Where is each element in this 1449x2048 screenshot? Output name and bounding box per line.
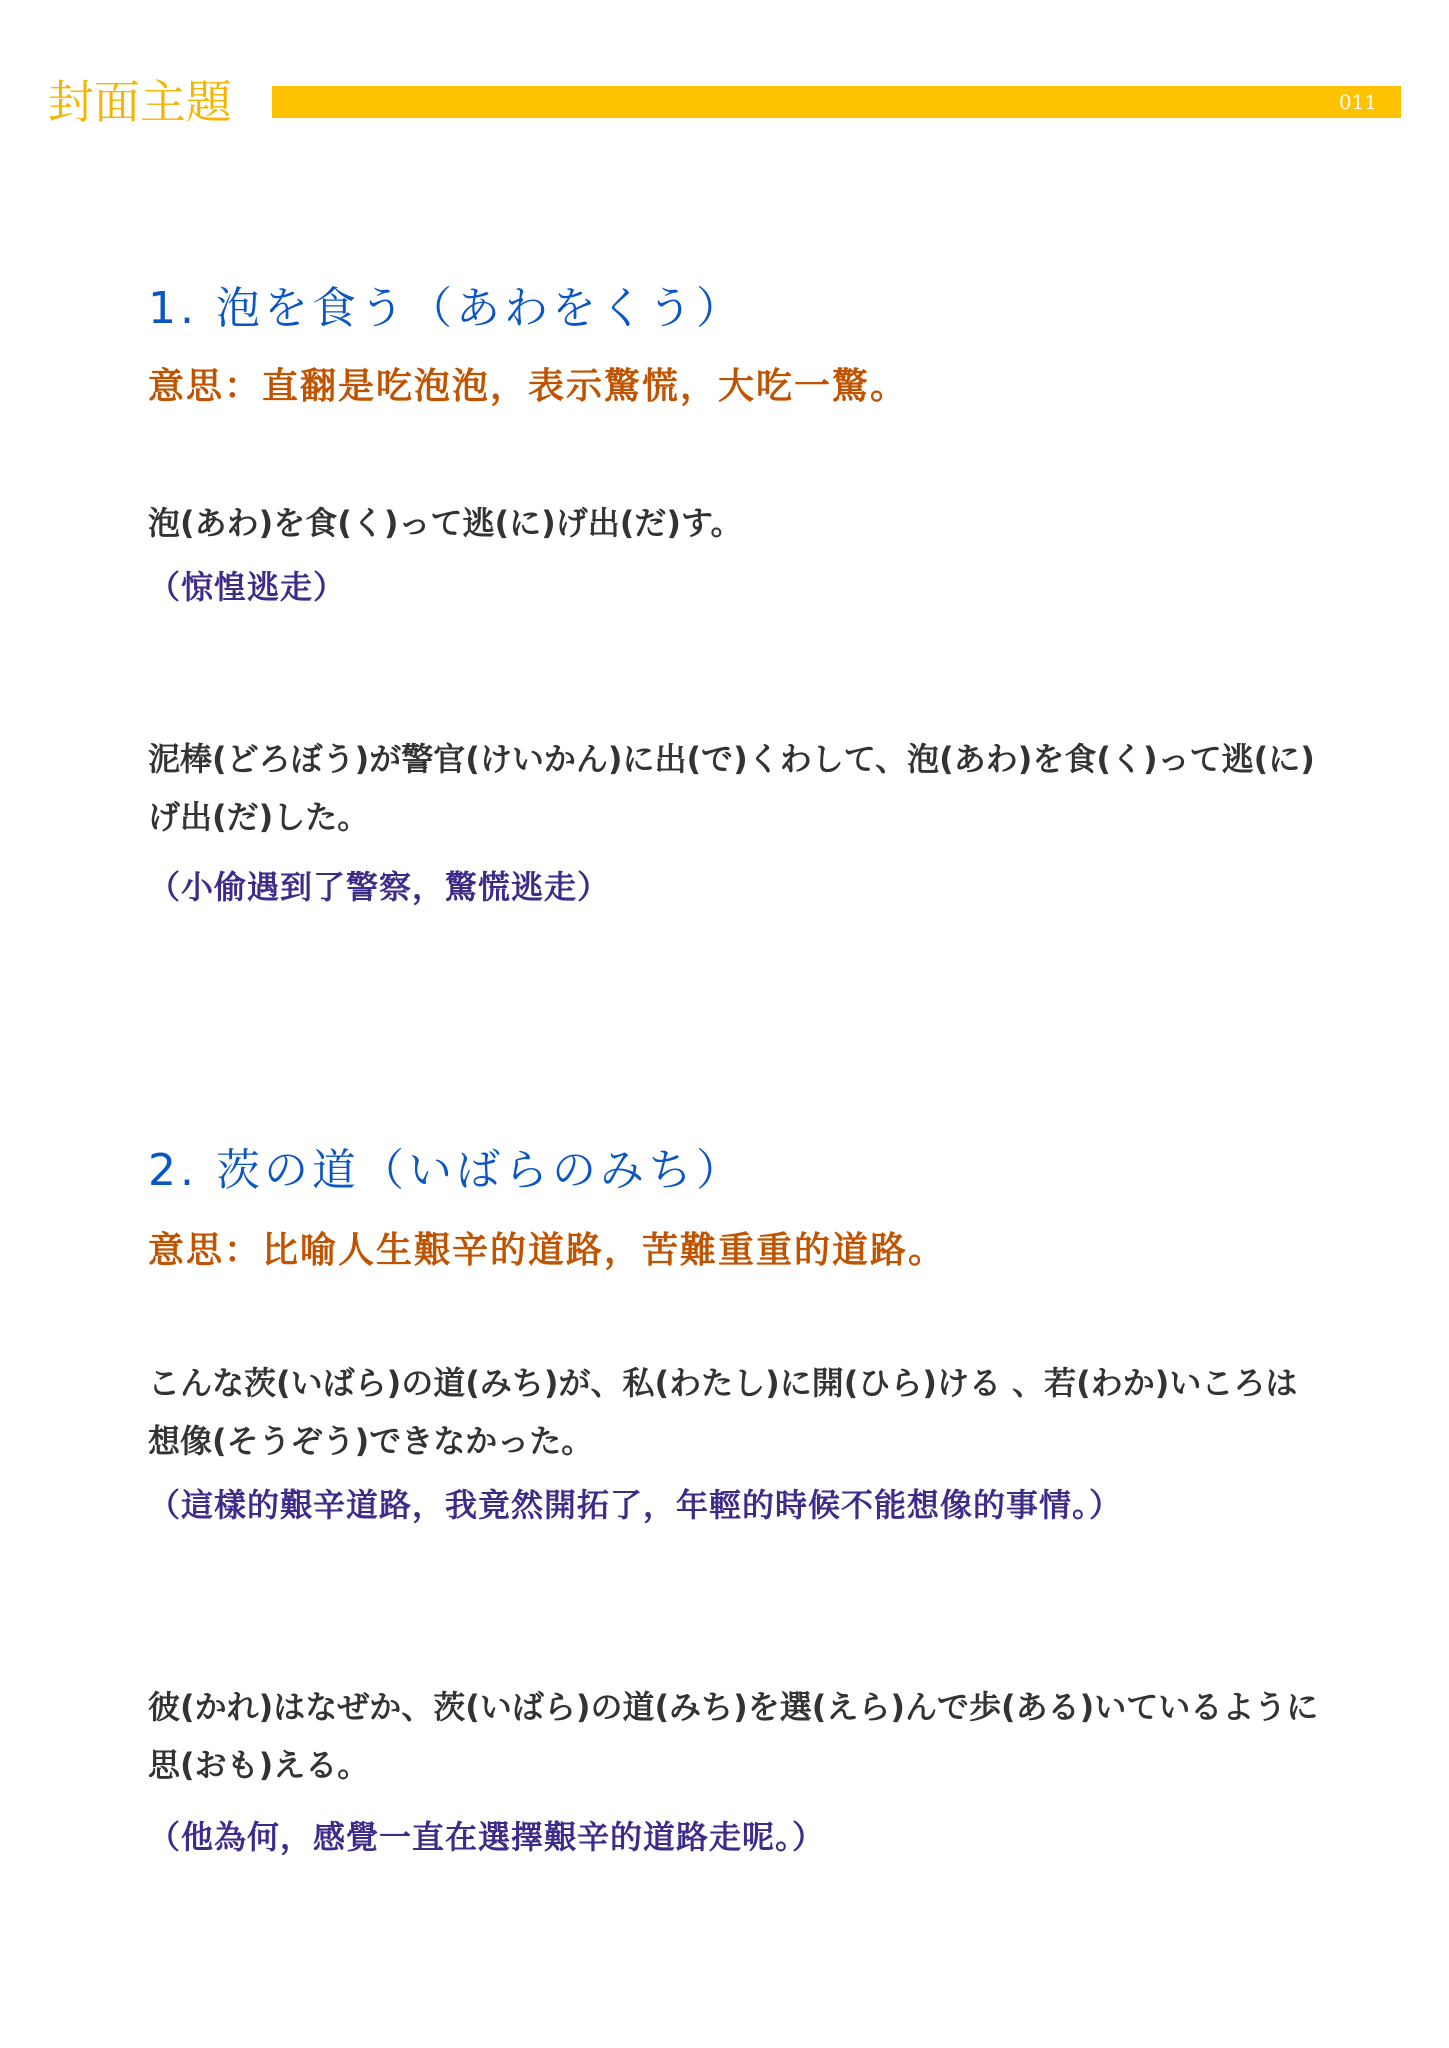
- section-2-meaning: 意思：比喻人生艱辛的道路，苦難重重的道路。: [148, 1230, 947, 1271]
- section-1-example-1-chinese: （惊惶逃走）: [148, 568, 347, 606]
- section-1-title: 1. 泡を食う（あわをくう）: [148, 283, 744, 334]
- header-bar: [272, 86, 1401, 118]
- page-header: [48, 72, 1401, 132]
- section-2-example-2-japanese: 彼(かれ)はなぜか、茨(いばら)の道(みち)を選(えら)んで歩(ある)いているように思(おも)える。: [148, 1688, 1319, 1784]
- section-1-example-2-chinese: （小偷遇到了警察，驚慌逃走）: [148, 868, 611, 906]
- section-2-title: 2. 茨の道（いばらのみち）: [148, 1145, 744, 1196]
- section-1-example-2-japanese: 泥棒(どろぼう)が警官(けいかん)に出(で)くわして、泡(あわ)を食(く)って逃(に)げ出(だ)した。: [148, 740, 1315, 836]
- section-1-meaning: 意思：直翻是吃泡泡，表示驚慌，大吃一驚。: [148, 366, 909, 407]
- section-1-example-1-japanese: 泡(あわ)を食(く)って逃(に)げ出(だ)す。: [148, 504, 743, 542]
- section-2-example-1-japanese: こんな茨(いばら)の道(みち)が、私(わたし)に開(ひら)ける 、若(わか)いころは想像(そうぞう)できなかった。: [148, 1364, 1298, 1460]
- section-2-example-1-chinese: （這樣的艱辛道路，我竟然開拓了，年輕的時候不能想像的事情。）: [148, 1486, 1123, 1524]
- section-2-example-2-chinese: （他為何，感覺一直在選擇艱辛的道路走呢。）: [148, 1818, 826, 1856]
- page-number: 011: [1338, 90, 1377, 114]
- header-title: 封面主題: [48, 75, 232, 129]
